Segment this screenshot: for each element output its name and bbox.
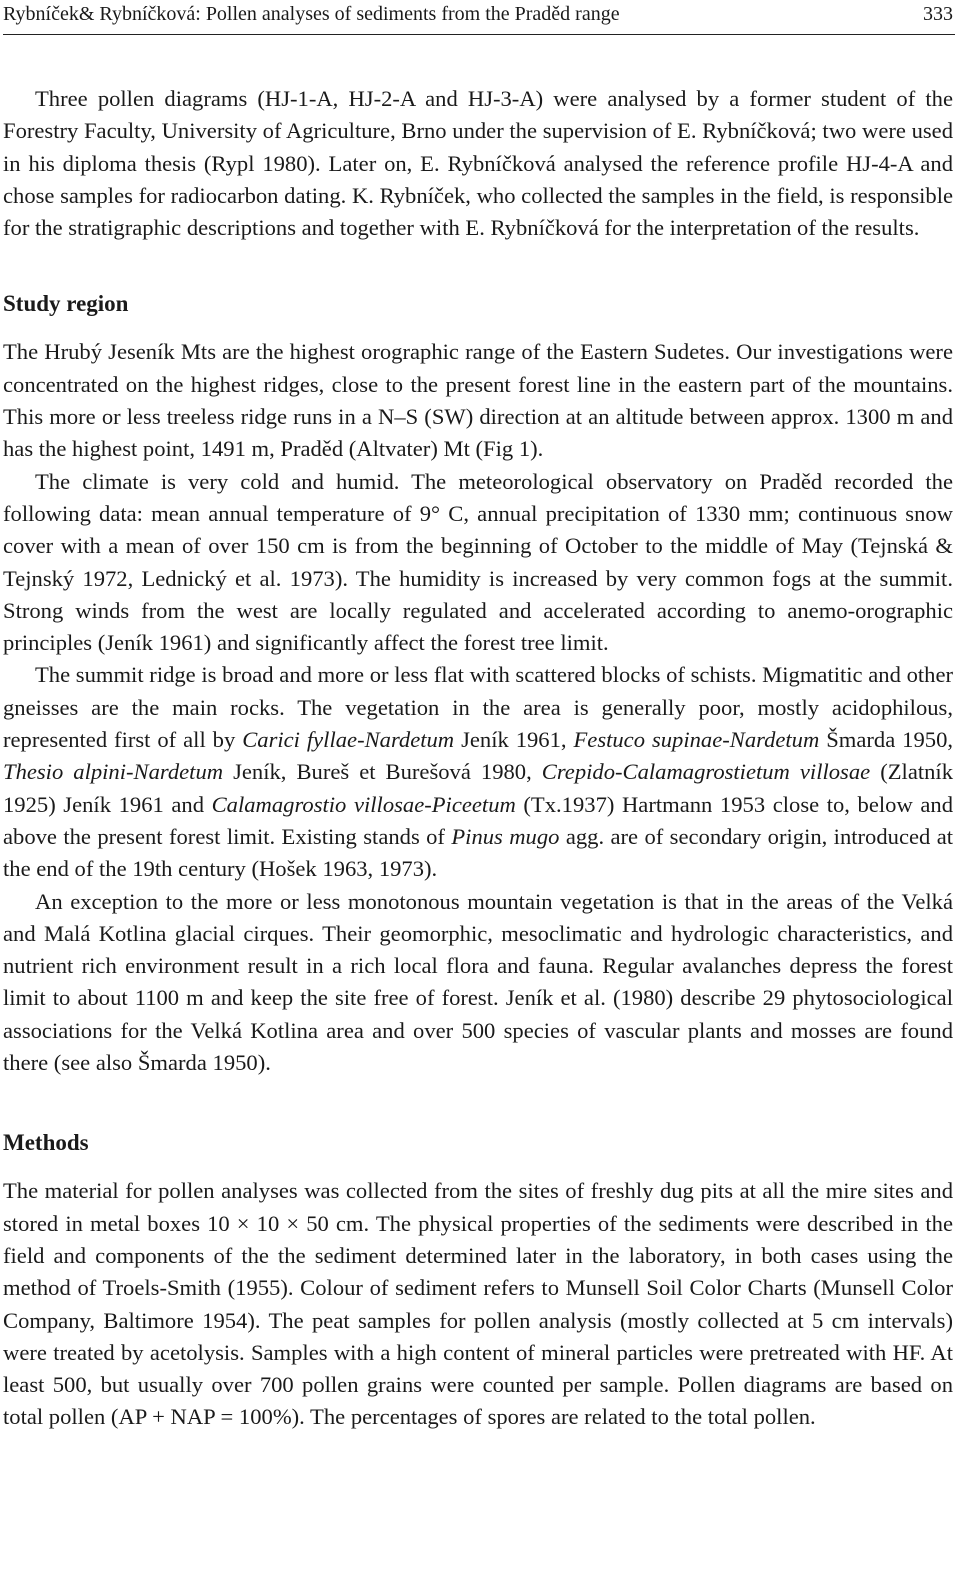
- taxon-calamagrostio-piceetum: Calamagrostio villosae-Piceetum: [211, 791, 516, 817]
- page-number: 333: [923, 3, 953, 25]
- section-heading-methods: Methods: [3, 1130, 89, 1156]
- intro-paragraph: Three pollen diagrams (HJ-1-A, HJ-2-A and HJ-3-A) were analysed by a former student of the Forestry Faculty, University of Agriculture, Brno under the supervision of E. Rybníčková; two were used in his diploma thesis (Rypl 1980). Later on, E. Rybníčková analysed the reference profile HJ-4-A and chose samples for radiocarbon dating. K. Rybníček, who collected the samples in the field, is responsible for the stratigraphic descriptions and together with E. Rybníčková for the interpretation of the results.: [3, 86, 953, 241]
- study-region-paragraph-2: The climate is very cold and humid. The meteorological observatory on Praděd recorded the following data: mean annual temperature of 9° C, annual precipitation of 1330 mm; continuous snow cover with a mean of over 150 cm is from the beginning of October to the middle of May (Tejnská & Tejnský 1972, Lednický et al. 1973). The humidity is increased by very common fogs at the summit. Strong winds from the west are locally regulated and accelerated according to anemo-orographic principles (Jeník 1961) and significantly affect the forest tree limit.: [3, 468, 953, 656]
- p3-text-d: Jeník, Bureš et Burešová 1980,: [223, 759, 542, 785]
- methods-paragraph-1: The material for pollen analyses was collected from the sites of freshly dug pits at all the mire sites and stored in metal boxes 10 × 10 × 50 cm. The physical properties of the sediments were described in the field and components of the the sediment determined later in the laboratory, in both cases using the method of Troels-Smith (1955). Colour of sediment refers to Munsell Soil Color Charts (Munsell Color Company, Baltimore 1954). The peat samples for pollen analysis (mostly collected at 5 cm intervals) were treated by acetolysis. Samples with a high content of mineral particles were pretreated with HF. At least 500, but usually over 700 pollen grains were counted per sample. Pollen diagrams are based on total pollen (AP + NAP = 100%). The percentages of spores are related to the total pollen.: [3, 1178, 953, 1430]
- taxon-crepido-calamagrostietum: Crepido-Calamagrostietum villosae: [541, 759, 871, 785]
- p3-text-c: Šmarda 1950,: [819, 727, 954, 753]
- article-body: [3, 83, 953, 1434]
- p3-text-f: (Tx.1937) Hartmann 1953 close to, below and above the present forest limit. Existing stands of: [3, 791, 953, 849]
- taxon-carici-fyllae-nardetum: Carici fyllae-Nardetum: [242, 727, 455, 753]
- p3-text-e: (Zlatník 1925) Jeník 1961 and: [3, 759, 953, 817]
- page-header: [3, 0, 955, 35]
- taxon-pinus-mugo: Pinus mugo: [451, 823, 560, 849]
- p3-text-b: Jeník 1961,: [454, 727, 574, 753]
- taxon-festuco-supinae-nardetum: Festuco supinae-Nardetum: [573, 727, 820, 753]
- study-region-paragraph-3: [3, 659, 953, 885]
- running-title: Rybníček& Rybníčková: Pollen analyses of sediments from the Praděd range: [3, 3, 620, 25]
- section-heading-study-region: Study region: [3, 291, 129, 317]
- p3-text-g: agg. are of secondary origin, introduced at the end of the 19th century (Hošek 1963, 1973).: [3, 823, 954, 882]
- study-region-paragraph-1: The Hrubý Jeseník Mts are the highest orographic range of the Eastern Sudetes. Our investigations were concentrated on the highest ridges, close to the present forest line in the eastern part of the mountains. This more or less treeless ridge runs in a N–S (SW) direction at an altitude between approx. 1300 m and has the highest point, 1491 m, Praděd (Altvater) Mt (Fig 1).: [3, 339, 953, 462]
- taxon-thesio-alpini-nardetum: Thesio alpini-Nardetum: [3, 759, 224, 785]
- p3-text-a: The summit ridge is broad and more or less flat with scattered blocks of schists. Migmatitic and other gneisses are the main rocks. The vegetation in the area is generally poor, mostly acidophilous, represented first of all by: [3, 662, 953, 753]
- study-region-paragraph-4: An exception to the more or less monotonous mountain vegetation is that in the areas of the Velká and Malá Kotlina glacial cirques. Their geomorphic, mesoclimatic and hydrologic characteristics, and nutrient rich environment result in a rich local flora and fauna. Regular avalanches depress the forest limit to about 1100 m and keep the site free of forest. Jeník et al. (1980) describe 29 phytosociological associations for the Velká Kotlina area and over 500 species of vascular plants and mosses are found there (see also Šmarda 1950).: [3, 888, 953, 1076]
